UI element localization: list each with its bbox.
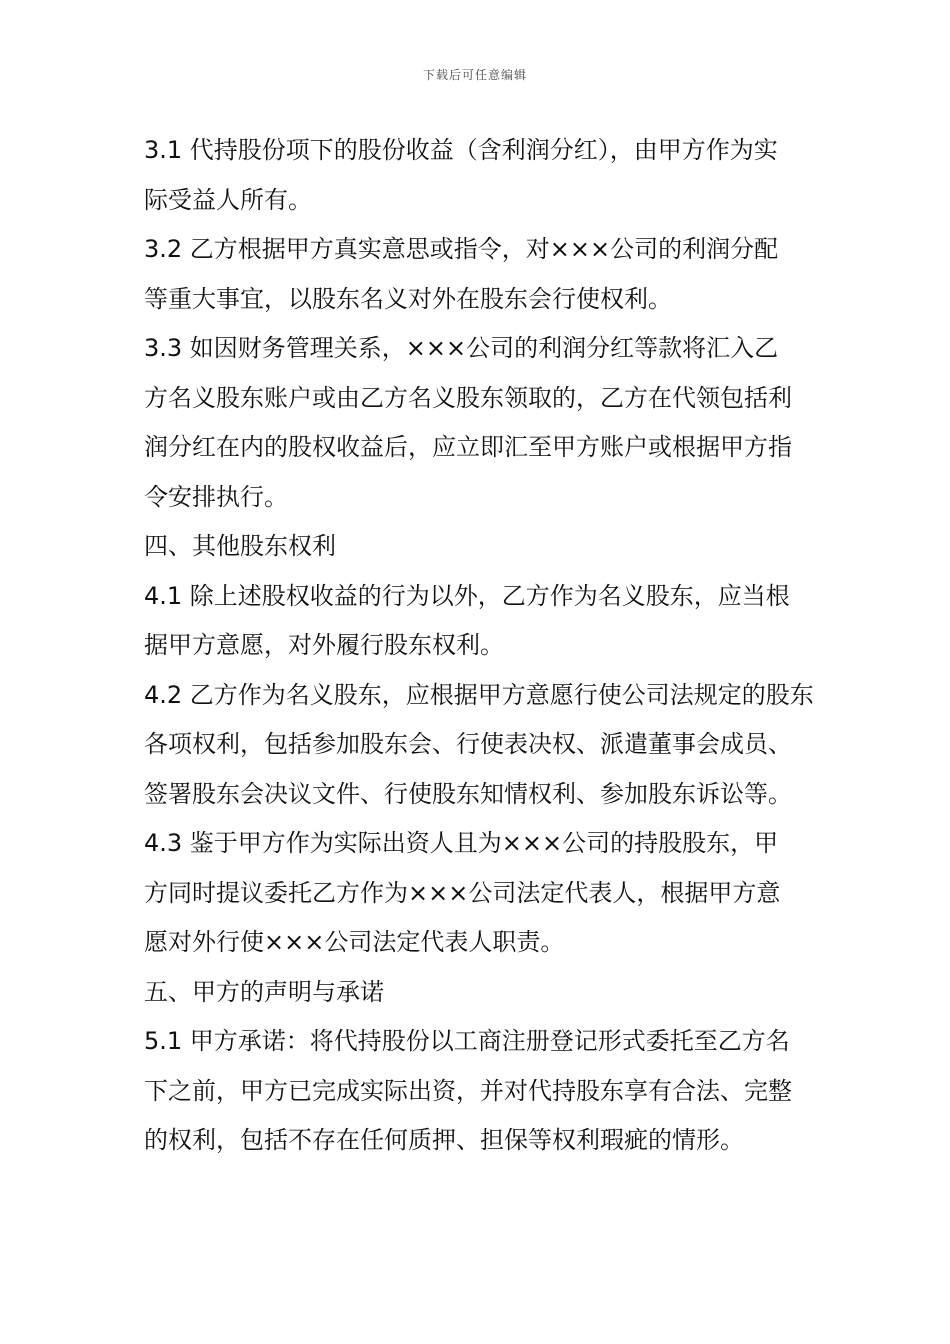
text-line: 3.1 代持股份项下的股份收益（含利润分红），由甲方作为实: [144, 136, 778, 164]
text-line: 愿对外行使×××公司法定代表人职责。: [144, 928, 565, 956]
document-body: [144, 126, 814, 1166]
header-note: 下载后可任意编辑: [422, 68, 527, 82]
text-line: 方同时提议委托乙方作为×××公司法定代表人，根据甲方意: [144, 878, 781, 907]
text-line: 据甲方意愿，对外履行股东权利。: [144, 631, 504, 659]
text-line: 签署股东会决议文件、行使股东知情权利、参加股东诉讼等。: [144, 779, 792, 808]
text-line: 4.2 乙方作为名义股东，应根据甲方意愿行使公司法规定的股东: [144, 680, 814, 709]
text-line: 3.3 如因财务管理关系，×××公司的利润分红等款将汇入乙: [144, 334, 779, 362]
text-line: 等重大事宜，以股东名义对外在股东会行使权利。: [144, 284, 672, 313]
text-line: 4.1 除上述股权收益的行为以外，乙方作为名义股东，应当根: [144, 581, 790, 610]
text-line: 令安排执行。: [144, 482, 288, 511]
text-line: 3.2 乙方根据甲方真实意思或指令，对×××公司的利润分配: [144, 235, 779, 263]
text-line: 方名义股东账户或由乙方名义股东领取的，乙方在代领包括利: [144, 383, 792, 412]
text-line: 际受益人所有。: [144, 185, 312, 214]
section-heading: 四、其他股东权利: [144, 532, 336, 560]
section-heading: 五、甲方的声明与承诺: [144, 977, 384, 1006]
text-line: 4.3 鉴于甲方作为实际出资人且为×××公司的持股股东，甲: [144, 829, 779, 857]
text-line: 5.1 甲方承诺：将代持股份以工商注册登记形式委托至乙方名: [144, 1027, 790, 1055]
text-line: 润分红在内的股权收益后，应立即汇至甲方账户或根据甲方指: [144, 433, 792, 461]
text-line: 各项权利，包括参加股东会、行使表决权、派遣董事会成员、: [144, 730, 792, 758]
text-line: 的权利，包括不存在任何质押、担保等权利瑕疵的情形。: [144, 1126, 744, 1154]
text-line: 下之前，甲方已完成实际出资，并对代持股东享有合法、完整: [144, 1076, 792, 1105]
